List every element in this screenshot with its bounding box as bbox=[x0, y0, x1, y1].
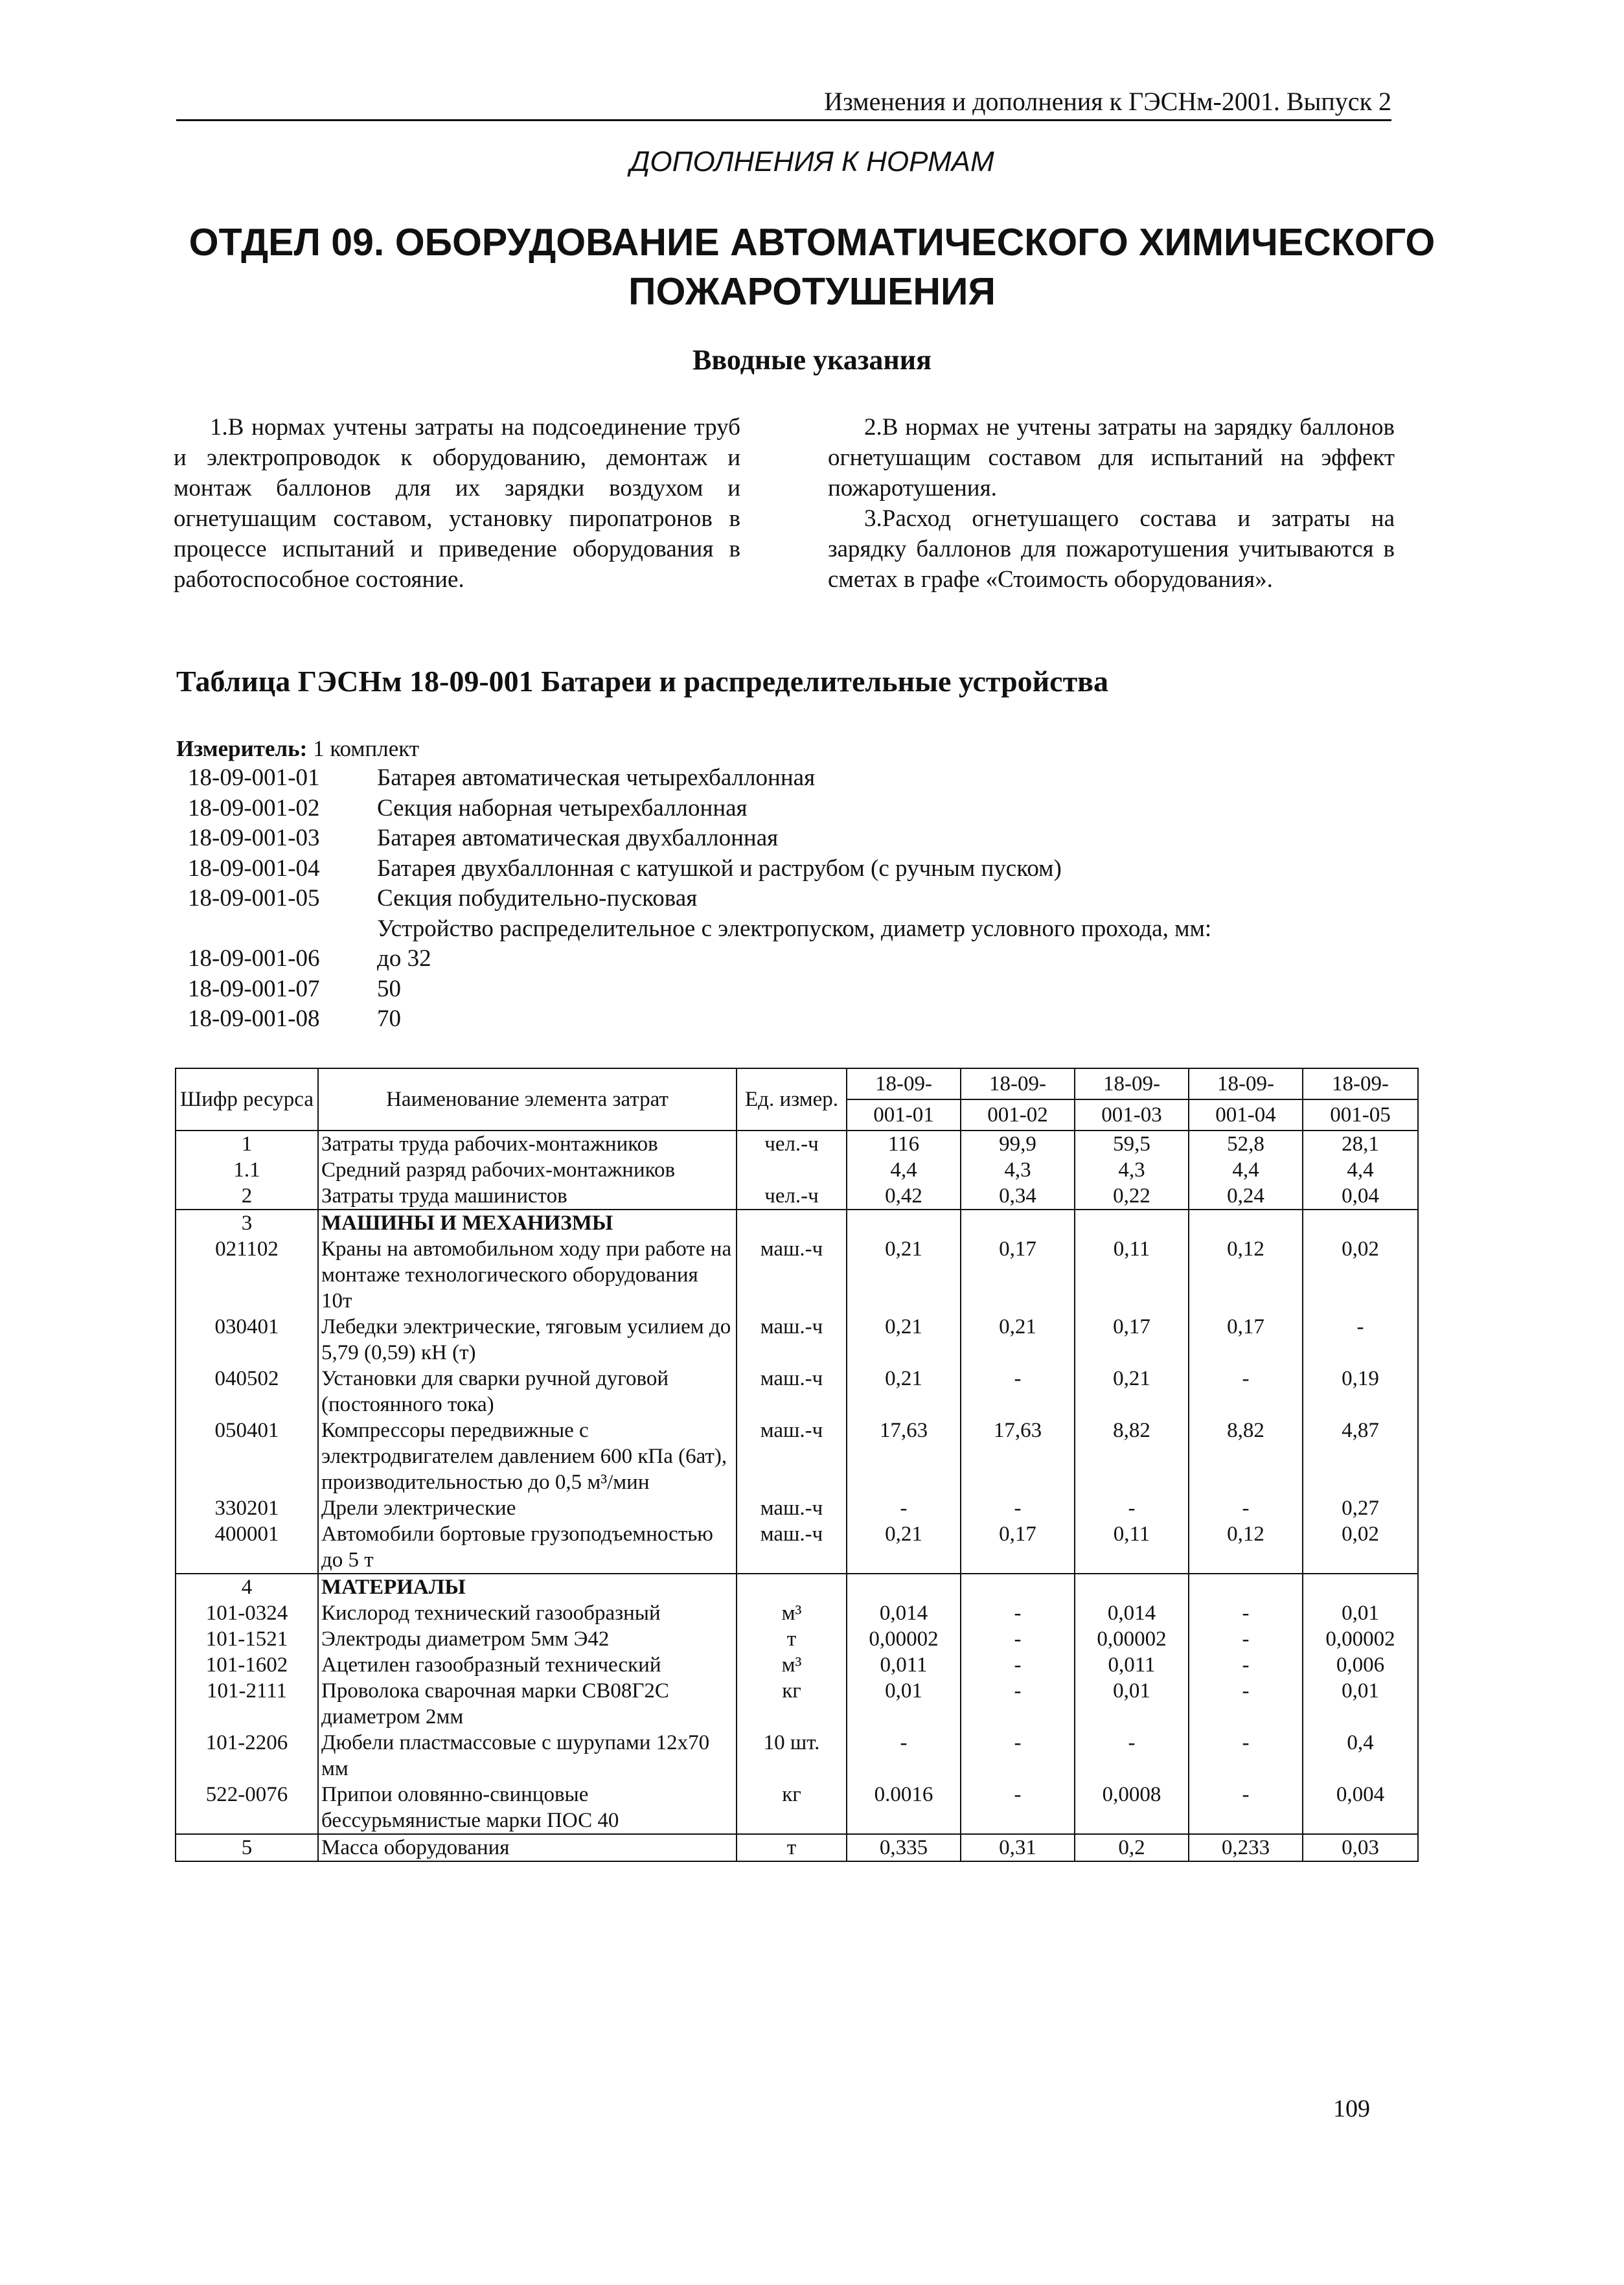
norm-code-list bbox=[176, 763, 1211, 1035]
meter-label: Измеритель: bbox=[176, 736, 308, 761]
norm-description: 50 bbox=[377, 975, 401, 1002]
resource-value: 0,42 bbox=[847, 1183, 961, 1210]
resource-value: 0,11 bbox=[1075, 1521, 1189, 1574]
resource-value: 4,4 bbox=[1189, 1157, 1303, 1183]
intro-column-right bbox=[828, 412, 1395, 595]
table-row bbox=[176, 1314, 1418, 1366]
norm-description: до 32 bbox=[377, 945, 431, 972]
resource-unit: кг bbox=[737, 1678, 847, 1730]
resource-value: 0,014 bbox=[1075, 1600, 1189, 1626]
resource-value bbox=[847, 1574, 961, 1600]
resource-value: - bbox=[1189, 1366, 1303, 1418]
resource-value: 0,0008 bbox=[1075, 1782, 1189, 1834]
resource-value: 0,22 bbox=[1075, 1183, 1189, 1210]
code-list-item bbox=[176, 854, 1211, 884]
resource-value: 0,011 bbox=[1075, 1652, 1189, 1678]
resource-value: 0,17 bbox=[961, 1236, 1075, 1314]
resource-name: Дрели электрические bbox=[318, 1495, 737, 1521]
resource-value: - bbox=[1189, 1600, 1303, 1626]
resource-value: 0,02 bbox=[1303, 1521, 1418, 1574]
norm-code: 18-09-001-05 bbox=[188, 885, 320, 912]
resource-value: 0,014 bbox=[847, 1600, 961, 1626]
resource-value: 0,17 bbox=[1189, 1314, 1303, 1366]
intro-column-left bbox=[174, 412, 740, 595]
resource-unit bbox=[737, 1574, 847, 1600]
resource-name: Затраты труда рабочих-монтажников bbox=[318, 1131, 737, 1157]
resource-value: - bbox=[847, 1730, 961, 1782]
resource-value: - bbox=[1075, 1730, 1189, 1782]
supplement-heading: ДОПОЛНЕНИЯ К НОРМАМ bbox=[630, 146, 994, 178]
resource-value: 0,24 bbox=[1189, 1183, 1303, 1210]
resource-value: - bbox=[1303, 1314, 1418, 1366]
resource-code: 101-1602 bbox=[176, 1652, 318, 1678]
table-row bbox=[176, 1236, 1418, 1314]
resource-name: Припои оловянно-свинцовые бессурьмянистые марки ПОС 40 bbox=[318, 1782, 737, 1834]
table-row bbox=[176, 1418, 1418, 1495]
resource-value: - bbox=[961, 1678, 1075, 1730]
table-row bbox=[176, 1678, 1418, 1730]
resource-value: - bbox=[847, 1495, 961, 1521]
resource-name: Электроды диаметром 5мм Э42 bbox=[318, 1626, 737, 1652]
table-row bbox=[176, 1210, 1418, 1236]
resource-code: 5 bbox=[176, 1834, 318, 1861]
resource-value: 0,03 bbox=[1303, 1834, 1418, 1861]
resource-value: 0,34 bbox=[961, 1183, 1075, 1210]
resource-value: 0,4 bbox=[1303, 1730, 1418, 1782]
resource-value: - bbox=[1189, 1652, 1303, 1678]
resource-value: 0,21 bbox=[961, 1314, 1075, 1366]
resource-code: 101-2111 bbox=[176, 1678, 318, 1730]
norm-description: Устройство распределительное с электропуском, диаметр условного прохода, мм: bbox=[377, 915, 1212, 942]
resource-value: 0,21 bbox=[847, 1236, 961, 1314]
resource-value bbox=[961, 1574, 1075, 1600]
norm-description: Секция наборная четырехбаллонная bbox=[377, 794, 748, 821]
resource-value: - bbox=[1075, 1495, 1189, 1521]
resource-code: 4 bbox=[176, 1574, 318, 1600]
resource-value: 0,01 bbox=[1303, 1600, 1418, 1626]
intro-paragraph-3: 3.Расход огнетушащего состава и затраты на зарядку баллонов для пожаротушения учитываются в сметах в графе «Стоимость оборудования». bbox=[828, 505, 1395, 593]
resource-value bbox=[1075, 1574, 1189, 1600]
norm-code: 18-09-001-02 bbox=[188, 794, 320, 821]
resource-value: 59,5 bbox=[1075, 1131, 1189, 1157]
resource-unit: т bbox=[737, 1626, 847, 1652]
resource-name: Кислород технический газообразный bbox=[318, 1600, 737, 1626]
norm-code bbox=[176, 914, 377, 945]
header-col-2-bottom: 001-02 bbox=[961, 1099, 1075, 1131]
resource-value: - bbox=[1189, 1730, 1303, 1782]
table-row bbox=[176, 1626, 1418, 1652]
resource-unit bbox=[737, 1157, 847, 1183]
resource-value: 4,87 bbox=[1303, 1418, 1418, 1495]
resource-value: 0,31 bbox=[961, 1834, 1075, 1861]
code-list-item bbox=[176, 944, 1211, 974]
resource-value: 0,21 bbox=[847, 1366, 961, 1418]
code-list-item bbox=[176, 884, 1211, 914]
resource-value: 0,19 bbox=[1303, 1366, 1418, 1418]
running-header: Изменения и дополнения к ГЭСНм-2001. Выпуск 2 bbox=[176, 86, 1391, 121]
resource-value bbox=[961, 1210, 1075, 1236]
resource-value: 0,12 bbox=[1189, 1521, 1303, 1574]
resource-value: - bbox=[961, 1782, 1075, 1834]
norm-code: 18-09-001-03 bbox=[188, 825, 320, 851]
norm-description: Батарея автоматическая четырехбаллонная bbox=[377, 764, 816, 791]
table-row bbox=[176, 1782, 1418, 1834]
resource-name: Масса оборудования bbox=[318, 1834, 737, 1861]
code-list-item bbox=[176, 823, 1211, 854]
resource-code: 1 bbox=[176, 1131, 318, 1157]
header-col-5-top: 18-09- bbox=[1303, 1068, 1418, 1099]
code-list-item bbox=[176, 763, 1211, 794]
table-row bbox=[176, 1366, 1418, 1418]
resource-code: 050401 bbox=[176, 1418, 318, 1495]
resource-unit: маш.-ч bbox=[737, 1521, 847, 1574]
resource-value: 0,02 bbox=[1303, 1236, 1418, 1314]
resource-unit: м³ bbox=[737, 1600, 847, 1626]
resource-value: 0,00002 bbox=[1303, 1626, 1418, 1652]
resource-name: Лебедки электрические, тяговым усилием до 5,79 (0,59) кН (т) bbox=[318, 1314, 737, 1366]
table-row bbox=[176, 1652, 1418, 1678]
resource-value: 4,3 bbox=[1075, 1157, 1189, 1183]
resource-value: 116 bbox=[847, 1131, 961, 1157]
resource-value bbox=[1303, 1210, 1418, 1236]
header-col-1-top: 18-09- bbox=[847, 1068, 961, 1099]
resource-value: 0,21 bbox=[1075, 1366, 1189, 1418]
resource-code: 101-1521 bbox=[176, 1626, 318, 1652]
resource-code: 101-0324 bbox=[176, 1600, 318, 1626]
resource-name: Дюбели пластмассовые с шурупами 12х70 мм bbox=[318, 1730, 737, 1782]
resource-value: 52,8 bbox=[1189, 1131, 1303, 1157]
resource-code: 021102 bbox=[176, 1236, 318, 1314]
resource-value: 0,17 bbox=[1075, 1314, 1189, 1366]
resource-value bbox=[847, 1210, 961, 1236]
resource-value: 8,82 bbox=[1189, 1418, 1303, 1495]
resource-value: 0.0016 bbox=[847, 1782, 961, 1834]
resource-value: 0,00002 bbox=[847, 1626, 961, 1652]
resource-value: 0,12 bbox=[1189, 1236, 1303, 1314]
resource-name: Проволока сварочная марки СВ08Г2С диаметром 2мм bbox=[318, 1678, 737, 1730]
table-row bbox=[176, 1574, 1418, 1600]
norm-description: 70 bbox=[377, 1005, 401, 1032]
resource-value: 0,004 bbox=[1303, 1782, 1418, 1834]
resource-table-body bbox=[176, 1131, 1418, 1861]
resource-value: 0,01 bbox=[1303, 1678, 1418, 1730]
resource-value: - bbox=[961, 1495, 1075, 1521]
resource-name: МАТЕРИАЛЫ bbox=[318, 1574, 737, 1600]
table-row bbox=[176, 1131, 1418, 1157]
table-title: Таблица ГЭСНм 18-09-001 Батареи и распределительные устройства bbox=[176, 665, 1109, 698]
resource-value: - bbox=[961, 1366, 1075, 1418]
resource-value: - bbox=[961, 1626, 1075, 1652]
resource-unit: маш.-ч bbox=[737, 1495, 847, 1521]
resource-value bbox=[1075, 1210, 1189, 1236]
resource-value: 0,011 bbox=[847, 1652, 961, 1678]
resource-value: 28,1 bbox=[1303, 1131, 1418, 1157]
resource-value: 4,4 bbox=[847, 1157, 961, 1183]
header-unit: Ед. измер. bbox=[737, 1068, 847, 1131]
resource-name: Автомобили бортовые грузоподъемностью до 5 т bbox=[318, 1521, 737, 1574]
table-row bbox=[176, 1521, 1418, 1574]
norm-code: 18-09-001-06 bbox=[188, 945, 320, 972]
resource-value: - bbox=[961, 1600, 1075, 1626]
resource-value: 0,21 bbox=[847, 1521, 961, 1574]
section-title: ОТДЕЛ 09. ОБОРУДОВАНИЕ АВТОМАТИЧЕСКОГО ХИМИЧЕСКОГО ПОЖАРОТУШЕНИЯ bbox=[189, 221, 1435, 313]
code-list-item bbox=[176, 974, 1211, 1005]
resource-name: Ацетилен газообразный технический bbox=[318, 1652, 737, 1678]
header-col-1-bottom: 001-01 bbox=[847, 1099, 961, 1131]
resource-value: 0,21 bbox=[847, 1314, 961, 1366]
table-row bbox=[176, 1834, 1418, 1861]
norm-description: Батарея автоматическая двухбаллонная bbox=[377, 825, 779, 851]
resource-code: 030401 bbox=[176, 1314, 318, 1366]
resource-value bbox=[1303, 1574, 1418, 1600]
resource-unit: кг bbox=[737, 1782, 847, 1834]
code-list-item bbox=[176, 1004, 1211, 1035]
resource-unit: чел.-ч bbox=[737, 1131, 847, 1157]
header-col-5-bottom: 001-05 bbox=[1303, 1099, 1418, 1131]
table-row bbox=[176, 1730, 1418, 1782]
resource-name: Компрессоры передвижные с электродвигателем давлением 600 кПа (6ат), производительностью до 0,5 м³/мин bbox=[318, 1418, 737, 1495]
page-number: 109 bbox=[1333, 2095, 1370, 2122]
intro-paragraph-1: 1.В нормах учтены затраты на подсоединение труб и электропроводок к оборудованию, демонтаж и монтаж баллонов для их зарядки воздухом и огнетушащим составом, установку пиропатронов в процессе испытаний и приведение оборудования в работоспособное состояние. bbox=[174, 414, 740, 593]
norm-code: 18-09-001-04 bbox=[188, 855, 320, 882]
resource-unit: 10 шт. bbox=[737, 1730, 847, 1782]
resource-code: 040502 bbox=[176, 1366, 318, 1418]
resource-table bbox=[175, 1068, 1419, 1862]
norm-code: 18-09-001-07 bbox=[188, 975, 320, 1002]
header-name: Наименование элемента затрат bbox=[318, 1068, 737, 1131]
header-col-3-top: 18-09- bbox=[1075, 1068, 1189, 1099]
resource-value: 0,27 bbox=[1303, 1495, 1418, 1521]
resource-value bbox=[1189, 1210, 1303, 1236]
resource-name: Затраты труда машинистов bbox=[318, 1183, 737, 1210]
resource-unit: маш.-ч bbox=[737, 1236, 847, 1314]
header-col-4-bottom: 001-04 bbox=[1189, 1099, 1303, 1131]
resource-value: - bbox=[1189, 1678, 1303, 1730]
resource-value: 0,01 bbox=[847, 1678, 961, 1730]
resource-value: 0,04 bbox=[1303, 1183, 1418, 1210]
resource-value: 0,01 bbox=[1075, 1678, 1189, 1730]
resource-code: 522-0076 bbox=[176, 1782, 318, 1834]
resource-value: 4,4 bbox=[1303, 1157, 1418, 1183]
resource-code: 2 bbox=[176, 1183, 318, 1210]
resource-name: Средний разряд рабочих-монтажников bbox=[318, 1157, 737, 1183]
resource-code: 330201 bbox=[176, 1495, 318, 1521]
intro-paragraph-2: 2.В нормах не учтены затраты на зарядку баллонов огнетушащим составом для испытаний на эффект пожаротушения. bbox=[828, 414, 1395, 501]
table-row bbox=[176, 1495, 1418, 1521]
meter-line bbox=[176, 735, 419, 763]
header-col-4-top: 18-09- bbox=[1189, 1068, 1303, 1099]
resource-value: 0,335 bbox=[847, 1834, 961, 1861]
resource-value: 0,17 bbox=[961, 1521, 1075, 1574]
norm-code: 18-09-001-08 bbox=[188, 1005, 320, 1032]
resource-value: 99,9 bbox=[961, 1131, 1075, 1157]
resource-value: 0,233 bbox=[1189, 1834, 1303, 1861]
resource-value: - bbox=[1189, 1626, 1303, 1652]
resource-value: - bbox=[1189, 1782, 1303, 1834]
resource-value: 0,2 bbox=[1075, 1834, 1189, 1861]
resource-unit: м³ bbox=[737, 1652, 847, 1678]
resource-name: МАШИНЫ И МЕХАНИЗМЫ bbox=[318, 1210, 737, 1236]
resource-value: 17,63 bbox=[961, 1418, 1075, 1495]
resource-value: 0,006 bbox=[1303, 1652, 1418, 1678]
norm-description: Секция побудительно-пусковая bbox=[377, 885, 698, 912]
resource-value: - bbox=[1189, 1495, 1303, 1521]
resource-unit: маш.-ч bbox=[737, 1314, 847, 1366]
resource-unit: чел.-ч bbox=[737, 1183, 847, 1210]
code-list-item bbox=[176, 914, 1211, 945]
header-col-2-top: 18-09- bbox=[961, 1068, 1075, 1099]
resource-value: - bbox=[961, 1730, 1075, 1782]
code-list-item bbox=[176, 794, 1211, 824]
resource-unit: маш.-ч bbox=[737, 1366, 847, 1418]
resource-code: 101-2206 bbox=[176, 1730, 318, 1782]
resource-value: 17,63 bbox=[847, 1418, 961, 1495]
resource-value: 0,11 bbox=[1075, 1236, 1189, 1314]
resource-code: 3 bbox=[176, 1210, 318, 1236]
table-row bbox=[176, 1600, 1418, 1626]
table-row bbox=[176, 1183, 1418, 1210]
resource-code: 400001 bbox=[176, 1521, 318, 1574]
table-row bbox=[176, 1157, 1418, 1183]
norm-description: Батарея двухбаллонная с катушкой и раструбом (с ручным пуском) bbox=[377, 855, 1062, 882]
header-col-3-bottom: 001-03 bbox=[1075, 1099, 1189, 1131]
resource-value: 8,82 bbox=[1075, 1418, 1189, 1495]
resource-unit: маш.-ч bbox=[737, 1418, 847, 1495]
resource-value bbox=[1189, 1574, 1303, 1600]
resource-name: Установки для сварки ручной дуговой (постоянного тока) bbox=[318, 1366, 737, 1418]
resource-value: 0,00002 bbox=[1075, 1626, 1189, 1652]
resource-name: Краны на автомобильном ходу при работе на монтаже технологического оборудования 10т bbox=[318, 1236, 737, 1314]
intro-heading: Вводные указания bbox=[692, 344, 932, 376]
resource-unit: т bbox=[737, 1834, 847, 1861]
resource-value: 4,3 bbox=[961, 1157, 1075, 1183]
resource-unit bbox=[737, 1210, 847, 1236]
meter-value: 1 комплект bbox=[313, 736, 420, 761]
resource-value: - bbox=[961, 1652, 1075, 1678]
norm-code: 18-09-001-01 bbox=[188, 764, 320, 791]
header-code: Шифр ресурса bbox=[176, 1068, 318, 1131]
resource-code: 1.1 bbox=[176, 1157, 318, 1183]
